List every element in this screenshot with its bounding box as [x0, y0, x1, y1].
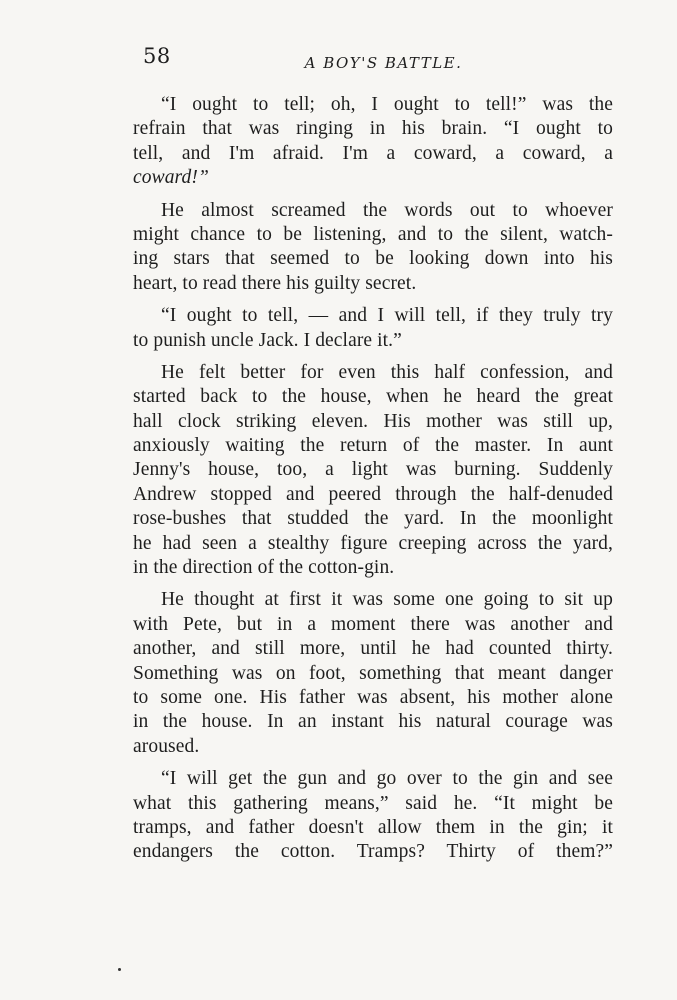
text-line: “I ought to tell, — and I will tell, if they truly try: [161, 305, 613, 327]
text-line: endangers the cotton. Tramps? Thirty of them?”: [133, 841, 613, 863]
italic-text: coward!”: [133, 167, 209, 189]
paragraph-6: [133, 767, 613, 865]
text-line: heart, to read there his guilty secret.: [133, 272, 417, 294]
text-line: hall clock striking eleven. His mother was still up,: [133, 410, 613, 432]
paragraph-2: [133, 199, 613, 297]
text-line: anxiously waiting the return of the master. In aunt: [133, 435, 613, 457]
paragraph-1: [133, 93, 613, 191]
text-line: in the house. In an instant his natural courage was: [133, 711, 613, 733]
text-line: in the direction of the cotton-gin.: [133, 557, 395, 579]
text-line: He almost screamed the words out to whoever: [161, 199, 613, 221]
text-line: might chance to be listening, and to the silent, watch-: [133, 223, 613, 245]
text-line: another, and still more, until he had counted thirty.: [133, 638, 613, 660]
text-line: “I ought to tell; oh, I ought to tell!” was the: [161, 94, 613, 115]
text-line: [133, 166, 613, 190]
text-line: refrain that was ringing in his brain. “I ought to: [133, 118, 613, 140]
text-line: Something was on foot, something that meant danger: [133, 662, 613, 684]
paragraph-4: [133, 361, 613, 581]
text-line: started back to the house, when he heard the great: [133, 386, 613, 408]
text-line: tramps, and father doesn't allow them in the gin; it: [133, 816, 613, 838]
text-line: with Pete, but in a moment there was another and: [133, 613, 613, 635]
paragraph-3: [133, 304, 613, 353]
running-title: A BOY'S BATTLE.: [304, 54, 463, 72]
text-line: Jenny's house, too, a light was burning. Suddenly: [133, 459, 613, 481]
text-line: ing stars that seemed to be looking down into his: [133, 248, 613, 270]
page-number: 58: [143, 44, 171, 68]
ink-speck: [118, 968, 121, 971]
text-line: he had seen a stealthy figure creeping across the yard,: [133, 532, 613, 554]
text-line: tell, and I'm afraid. I'm a coward, a coward, a: [133, 142, 613, 164]
text-line: to some one. His father was absent, his mother alone: [133, 686, 613, 708]
text-line: rose-bushes that studded the yard. In the moonlight: [133, 508, 613, 530]
paragraph-5: [133, 588, 613, 759]
text-line: “I will get the gun and go over to the gin and see: [161, 768, 613, 790]
text-line: He thought at first it was some one going to sit up: [161, 589, 613, 611]
text-line: to punish uncle Jack. I declare it.”: [133, 329, 402, 351]
text-line: what this gathering means,” said he. “It might be: [133, 792, 613, 814]
text-line: Andrew stopped and peered through the half-denuded: [133, 483, 613, 505]
body-text: [133, 93, 613, 865]
text-line: He felt better for even this half confession, and: [161, 361, 613, 383]
text-line: aroused.: [133, 735, 200, 757]
